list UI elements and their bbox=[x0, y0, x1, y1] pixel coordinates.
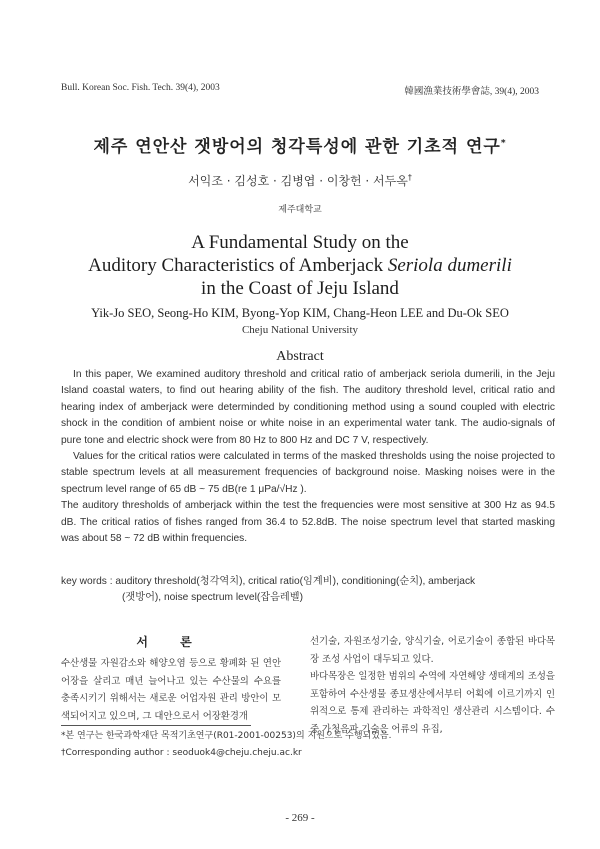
english-title-line2-text: Auditory Characteristics of Amberjack bbox=[88, 255, 388, 276]
footnote-correspondence: †Corresponding author : seoduok4@cheju.cheju.ac.kr bbox=[61, 748, 302, 758]
english-title-line2 bbox=[0, 254, 600, 277]
abstract-paragraph-3: The auditory thresholds of amberjack within the test the frequencies were most sensitive at 300 Hz as 94.5 dB. The critical ratios of fishes ranged from 36.4 to 52.8dB. The noise spectrum level that started masking was about 58 ~ 72 dB within frequencies. bbox=[61, 500, 555, 545]
abstract-body bbox=[61, 367, 555, 547]
korean-authors bbox=[0, 172, 600, 189]
english-title-line1: A Fundamental Study on the bbox=[191, 232, 409, 253]
journal-header-right: 韓國漁業技術學會誌, 39(4), 2003 bbox=[404, 87, 539, 97]
korean-affiliation: 제주대학교 bbox=[278, 205, 322, 215]
title-footnote-mark: * bbox=[500, 138, 507, 149]
intro-right-column bbox=[310, 633, 555, 739]
keywords bbox=[61, 574, 555, 606]
keywords-text-1: auditory threshold(청각역치), critical ratio(임계비), conditioning(순치), amberjack bbox=[115, 576, 476, 587]
author-footnote-mark: † bbox=[407, 173, 412, 182]
keywords-line1 bbox=[61, 574, 555, 590]
intro-right-paragraph-2: 바다목장은 일정한 범위의 수역에 자연해양 생태계의 조성을 포함하여 수산생물 종묘생산에서부터 어획에 이르기까지 인위적으로 통제 관리하는 과학적인 생산관리 시스템이다. 수중 가청음파 기술은 어류의 유집, bbox=[310, 671, 555, 735]
section-heading-introduction: 서 론 bbox=[136, 635, 206, 649]
keywords-label: key words : bbox=[61, 576, 116, 587]
korean-title bbox=[0, 132, 600, 157]
abstract-heading: Abstract bbox=[276, 349, 324, 364]
intro-left-paragraph: 수산생물 자원감소와 해양오염 등으로 황폐화 된 연안어장을 살리고 매년 늘어나고 있는 수산물의 수요를 충족시키기 위해서는 새로운 어업자원 관리 방안이 모색되어지고 있으며, 그 대안으로서 어장환경개 bbox=[61, 658, 281, 722]
page-number: - 269 - bbox=[285, 812, 315, 824]
korean-title-text: 제주 연안산 잿방어의 청각특성에 관한 기초적 연구 bbox=[93, 137, 501, 157]
abstract-paragraph-1: In this paper, We examined auditory threshold and critical ratio of amberjack seriola dumerili, in the Jeju Island coastal waters, to find out hearing ability of the fish. The auditory threshold level, critical ratio and hearing index of amberjack were determinded by conditioning method using a sound coupled with electric shock in the condition of ambient noise or white noise in an experimental water tank. The audio-signals of pure tone and electric shock were from 80 Hz to 800 Hz and DC 7 V, respectively. bbox=[61, 369, 555, 446]
english-title-line3: in the Coast of Jeju Island bbox=[201, 278, 399, 299]
intro-left-column bbox=[61, 655, 281, 725]
korean-authors-text: 서익조 · 김성호 · 김병엽 · 이창헌 · 서두옥 bbox=[188, 174, 408, 188]
footnote-divider bbox=[61, 725, 251, 726]
journal-header-left: Bull. Korean Soc. Fish. Tech. 39(4), 2003 bbox=[61, 83, 220, 93]
footnote-funding: *본 연구는 한국과학재단 목적기초연구(R01-2001-00253)의 지원으로 수행되었음. bbox=[61, 731, 392, 741]
keywords-line2: (잿방어), noise spectrum level(잡음레벨) bbox=[122, 592, 303, 603]
abstract-paragraph-2: Values for the critical ratios were calculated in terms of the masked thresholds using the noise projected to stable spectrum levels at all measurement frequencies of background noise. Masking noises were in the spectrum level range of 65 dB ~ 75 dB(re 1 μPa/√Hz ). bbox=[61, 451, 555, 495]
english-title bbox=[0, 231, 600, 300]
english-affiliation: Cheju National University bbox=[241, 324, 359, 336]
species-name: Seriola dumerili bbox=[387, 255, 512, 276]
intro-right-paragraph-1: 선기술, 자원조성기술, 양식기술, 어로기술이 종합된 바다목장 조성 사업이 대두되고 있다. bbox=[310, 636, 555, 665]
english-authors: Yik-Jo SEO, Seong-Ho KIM, Byong-Yop KIM, Chang-Heon LEE and Du-Ok SEO bbox=[91, 306, 509, 320]
